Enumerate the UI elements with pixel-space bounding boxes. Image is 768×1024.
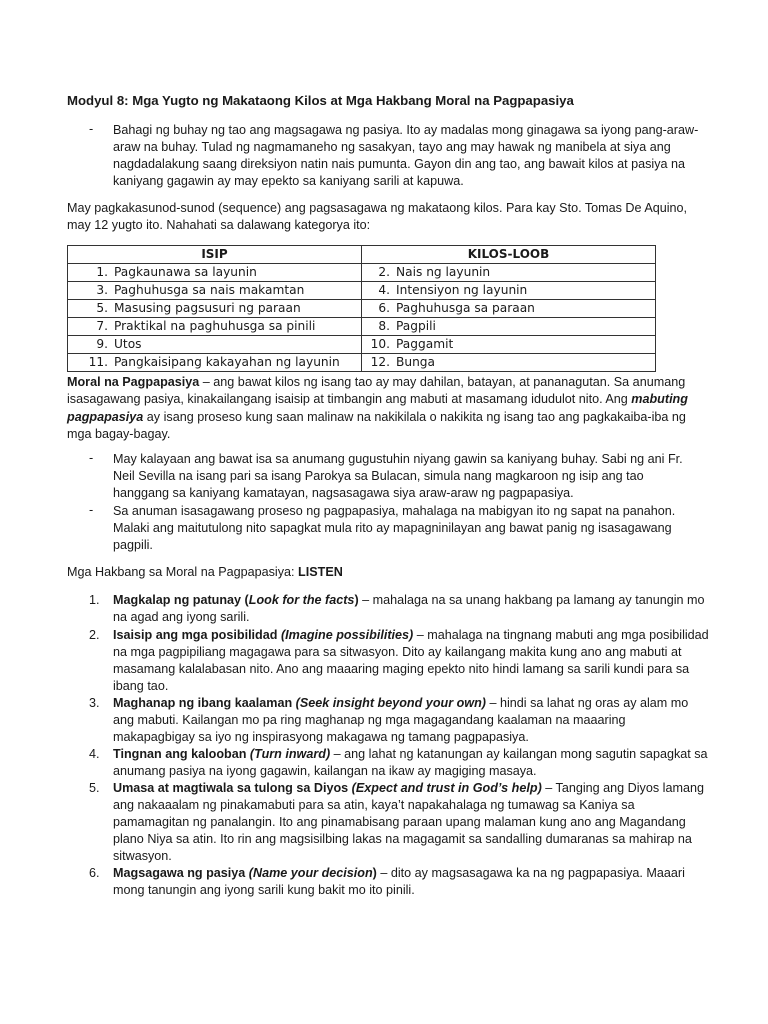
moral-paragraph	[67, 374, 707, 443]
table-row	[68, 282, 656, 300]
step-english: (Name your decision	[248, 866, 373, 880]
step-number: 4.	[89, 747, 100, 761]
listen-word: LISTEN	[298, 565, 343, 579]
listen-label: Mga Hakbang sa Moral na Pagpapasiya:	[67, 565, 299, 579]
list-item	[89, 592, 709, 626]
list-item	[89, 746, 709, 780]
page-title: Modyul 8: Mga Yugto ng Makataong Kilos at Mga Hakbang Moral na Pagpapasiya	[67, 93, 574, 108]
table-row	[68, 264, 656, 282]
kilos-cell	[362, 282, 656, 300]
step-text: – Tanging ang Diyos lamang ang nakaaalam ng pinakamabuti para sa atin, kaya’t napakahalaga ng tumawag sa Kaniya sa pamamagitan ng panalangin. Ito ang pinamabisang paraan upang malaman kung ano ang Magandang plano Niya sa atin. Ito rin ang magsisilbing lakas na magagamit sa sandalling dumaranas sa mahirap na sitwasyon.	[113, 781, 704, 863]
row-number: 7.	[96, 319, 108, 333]
moral-definition: – ang bawat kilos ng isang tao ay may dahilan, batayan, at pananagutan. Sa anumang isasagawang pasiya, kinakailangang isaisip at timbangin ang mabuti at masamang idudulot nito. Ang	[67, 375, 686, 407]
step-number: 6.	[89, 866, 100, 880]
kilos-cell	[362, 354, 656, 372]
intro-bullet-text: Bahagi ng buhay ng tao ang magsagawa ng pasiya. Ito ay madalas mong ginagawa sa iyong pang-araw-araw na buhay. Tulad ng nagmamaneho ng sasakyan, tayo ang may hawak ng manibela at siya ang nagdadalakung saang direksiyon natin nais pumunta. Gayon din ang tao, ang bawait kilos at pasiya na kaniyang gagawin ay may epekto sa kaniyang sarili at kapuwa.	[113, 123, 699, 188]
isip-cell	[68, 264, 362, 282]
isip-cell	[68, 336, 362, 354]
list-item	[89, 780, 709, 865]
table-row	[68, 354, 656, 372]
isip-text: Utos	[114, 337, 142, 351]
step-english: (Imagine possibilities)	[280, 628, 414, 642]
row-number: 6.	[378, 301, 390, 315]
step-number: 2.	[89, 628, 100, 642]
mabuting-pagpapasiya-term: mabuting pagpapasiya	[67, 392, 688, 424]
kilos-text: Paghuhusga sa paraan	[396, 301, 535, 315]
isip-text: Masusing pagsusuri ng paraan	[114, 301, 301, 315]
list-item	[89, 865, 709, 899]
kilos-text: Pagpili	[396, 319, 436, 333]
step-heading: Maghanap ng ibang kaalaman	[113, 696, 296, 710]
row-number: 8.	[378, 319, 390, 333]
row-number: 5.	[96, 301, 108, 315]
row-number: 12.	[370, 355, 390, 369]
table-header-kilos-loob: KILOS-LOOB	[362, 246, 656, 264]
isip-cell	[68, 354, 362, 372]
step-text: – ang lahat ng katanungan ay kailangan mong sagutin sapagkat sa anumang pasiya na iyong gagawin, kailangan na ikaw ay magiging masaya.	[113, 747, 708, 778]
step-heading: Isaisip ang mga posibilidad	[113, 628, 281, 642]
row-number: 1.	[96, 265, 108, 279]
kilos-cell	[362, 336, 656, 354]
isip-cell	[68, 282, 362, 300]
kilos-text: Paggamit	[396, 337, 454, 351]
isip-text: Paghuhusga sa nais makamtan	[114, 283, 305, 297]
list-item	[89, 695, 709, 746]
isip-text: Praktikal na paghuhusga sa pinili	[114, 319, 316, 333]
step-text: – mahalaga na sa unang hakbang pa lamang ay tanungin mo na agad ang iyong sarili.	[113, 593, 705, 624]
bullet-dash: -	[89, 451, 94, 465]
table-row	[68, 318, 656, 336]
bullet-dash: -	[89, 503, 94, 517]
table-row	[68, 336, 656, 354]
step-english: Look for the facts	[248, 593, 355, 607]
step-text: – dito ay magsasagawa ka na ng pagpapasiya. Maaari mong tanungin ang iyong sarili kung bakit mo ito pinili.	[113, 866, 685, 897]
bullet-proseso: Sa anuman isasagawang proseso ng pagpapasiya, mahalaga na mabigyan ito ng sapat na panahon. Malaki ang maitutulong nito sapagkat mula rito ay mapagninilayan ang bawat panig ng isasagawang pagpili.	[113, 504, 676, 552]
step-heading: Tingnan ang kalooban	[113, 747, 250, 761]
step-close: )	[354, 593, 359, 607]
row-number: 4.	[378, 283, 390, 297]
bullet-dash: -	[89, 122, 94, 136]
isip-cell	[68, 300, 362, 318]
row-number: 11.	[88, 355, 108, 369]
isip-text: Pangkaisipang kakayahan ng layunin	[114, 355, 340, 369]
bullet-kalayaan: May kalayaan ang bawat isa sa anumang gugustuhin niyang gawin sa kaniyang buhay. Sabi ng ani Fr. Neil Sevilla na isang pari sa isang Parokya sa Bulacan, simula nang magkaroon ng isip ang tao hanggang sa kaniyang kamatayan, nagsasagawa siya araw-araw ng pagpapasiya.	[113, 452, 683, 500]
isip-cell	[68, 318, 362, 336]
step-number: 1.	[89, 593, 100, 607]
list-item	[89, 627, 709, 695]
moral-definition-end: ay isang proseso kung saan malinaw na nakikilala o nakikita ng isang tao ang pagkakaiba-iba ng mga bagay-bagay.	[67, 409, 686, 441]
step-english: (Turn inward)	[249, 747, 331, 761]
row-number: 2.	[378, 265, 390, 279]
isip-text: Pagkaunawa sa layunin	[114, 265, 257, 279]
sequence-paragraph: May pagkakasunod-sunod (sequence) ang pagsasagawa ng makataong kilos. Para kay Sto. Tomas De Aquino, may 12 yugto ito. Nahahati sa dalawang kategorya ito:	[67, 201, 688, 233]
table-row	[68, 300, 656, 318]
step-number: 5.	[89, 781, 100, 795]
row-number: 9.	[96, 337, 108, 351]
kilos-cell	[362, 318, 656, 336]
step-text: – mahalaga na tingnang mabuti ang mga posibilidad na mga pagpipiliang magagawa para sa sitwasyon. Dito ay kailangang makita kung ano ang mabuti at masamang kalalabasan nito. Ano ang maaaring maging epekto nito hindi lamang sa sarili kundi para sa ibang tao.	[113, 628, 709, 693]
kilos-text: Intensiyon ng layunin	[396, 283, 528, 297]
step-english: (Seek insight beyond your own)	[295, 696, 486, 710]
step-english: (Expect and trust in God’s help)	[351, 781, 542, 795]
step-heading: Umasa at magtiwala sa tulong sa Diyos	[113, 781, 352, 795]
yugto-table	[67, 245, 656, 372]
kilos-cell	[362, 300, 656, 318]
step-text: – hindi sa lahat ng oras ay alam mo ang mabuti. Kailangan mo pa ring maghanap ng mga magagandang kaalaman na maaaring makapagbigay sa iyo ng inspirasyong makagawa ng tamang pagpapasiya.	[113, 696, 689, 744]
row-number: 10.	[370, 337, 390, 351]
step-number: 3.	[89, 696, 100, 710]
kilos-cell	[362, 264, 656, 282]
row-number: 3.	[96, 283, 108, 297]
kilos-text: Nais ng layunin	[396, 265, 491, 279]
step-heading: Magkalap ng patunay (	[113, 593, 249, 607]
step-close: )	[372, 866, 377, 880]
step-heading: Magsagawa ng pasiya	[113, 866, 249, 880]
kilos-text: Bunga	[396, 355, 436, 369]
table-header-isip: ISIP	[68, 246, 362, 264]
moral-term: Moral na Pagpapasiya	[67, 375, 200, 389]
listen-heading	[67, 565, 343, 579]
